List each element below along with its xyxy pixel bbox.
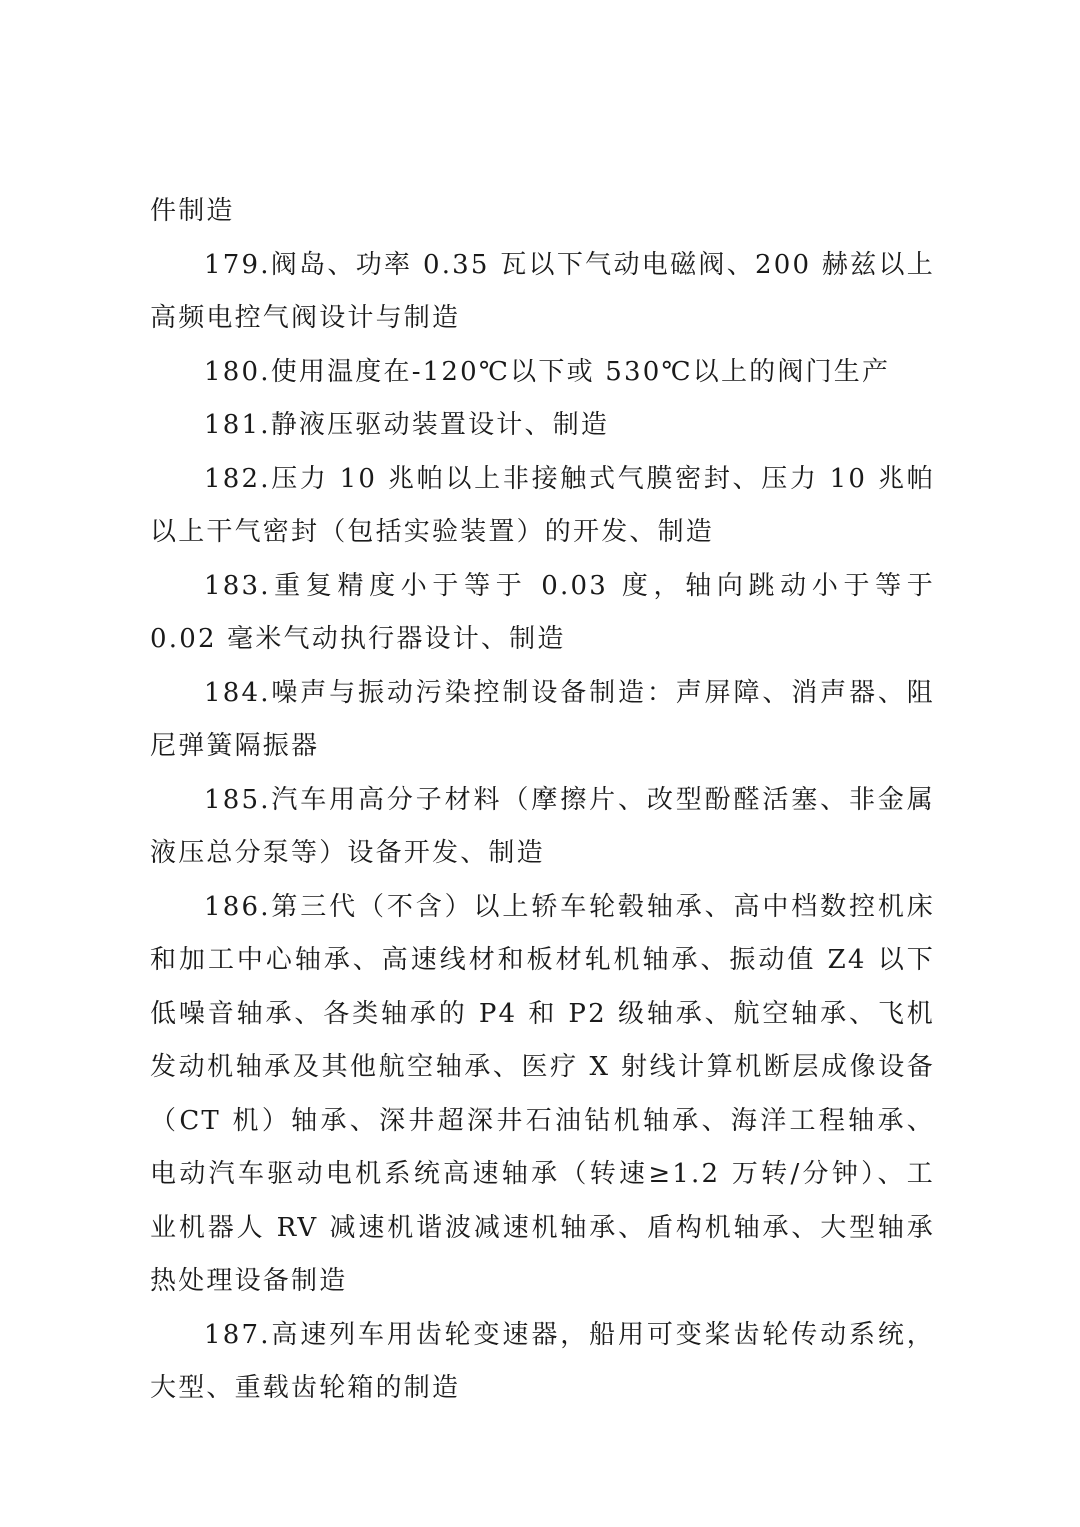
paragraph-continuation: 件制造 <box>150 196 235 226</box>
paragraph-item-181: 181.静液压驱动装置设计、制造 <box>204 410 610 440</box>
paragraph-item-179: 179.阀岛、功率 0.35 瓦以下气动电磁阀、200 赫兹以上高频电控气阀设计与制造 <box>150 249 935 333</box>
paragraph-item-187: 187.高速列车用齿轮变速器，船用可变桨齿轮传动系统，大型、重载齿轮箱的制造 <box>150 1319 935 1403</box>
paragraph-item-180: 180.使用温度在-120℃以下或 530℃以上的阀门生产 <box>204 356 891 387</box>
paragraph-item-184: 184.噪声与振动污染控制设备制造：声屏障、消声器、阻尼弹簧隔振器 <box>150 677 935 761</box>
document-body <box>150 185 935 1416</box>
paragraph-item-185: 185.汽车用高分子材料（摩擦片、改型酚醛活塞、非金属液压总分泵等）设备开发、制造 <box>150 784 935 868</box>
paragraph-item-186: 186.第三代（不含）以上轿车轮毂轴承、高中档数控机床和加工中心轴承、高速线材和板材轧机轴承、振动值 Z4 以下低噪音轴承、各类轴承的 P4 和 P2 级轴承、航空轴承、飞机发动机轴承及其他航空轴承、医疗 X 射线计算机断层成像设备（CT 机）轴承、深井超深井石油钻机轴承、海洋工程轴承、电动汽车驱动电机系统高速轴承（转速≥1.2 万转/分钟）、工业机器人 RV 减速机谐波减速机轴承、盾构机轴承、大型轴承热处理设备制造 <box>150 891 935 1296</box>
paragraph-item-182: 182.压力 10 兆帕以上非接触式气膜密封、压力 10 兆帕以上干气密封（包括实验装置）的开发、制造 <box>150 463 935 547</box>
paragraph-item-183: 183.重复精度小于等于 0.03 度，轴向跳动小于等于 0.02 毫米气动执行器设计、制造 <box>150 570 935 654</box>
